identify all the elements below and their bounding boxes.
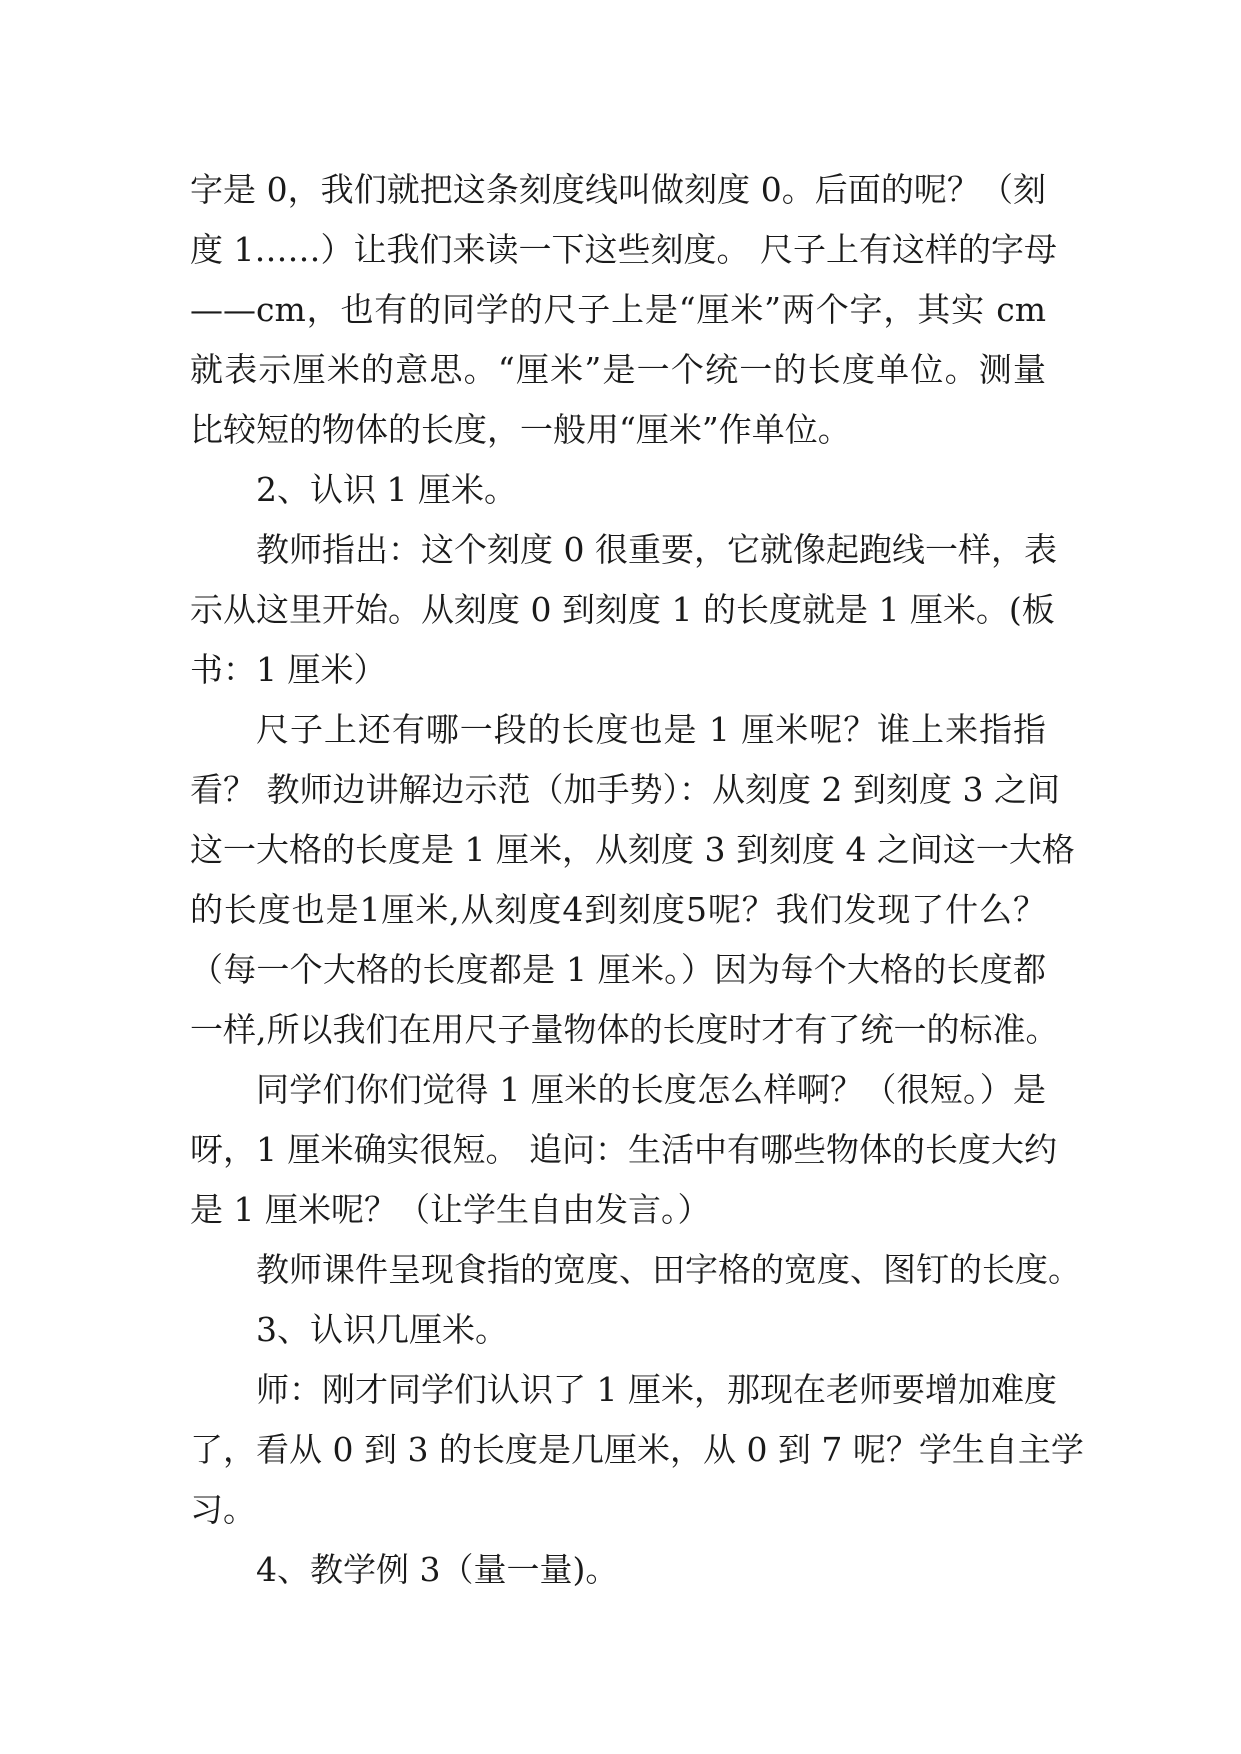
text-line: 习。 [190, 1490, 256, 1529]
text-line: 这一大格的长度是 1 厘米，从刻度 3 到刻度 4 之间这一大格 [190, 830, 1075, 869]
paragraph [190, 160, 1057, 460]
text-line: 的长度也是1厘米,从刻度4到刻度5呢？我们发现了什么？ [190, 890, 1046, 929]
text-line: 书：1 厘米） [190, 650, 387, 689]
text-line: 是 1 厘米呢？（让学生自由发言。） [190, 1190, 711, 1229]
text-line: 同学们你们觉得 1 厘米的长度怎么样啊？（很短。）是 [256, 1070, 1046, 1109]
section-heading [190, 1540, 1046, 1600]
text-line: 示从这里开始。从刻度 0 到刻度 1 的长度就是 1 厘米。(板 [190, 590, 1055, 629]
paragraph [190, 700, 1075, 1060]
text-line: 度 1……）让我们来读一下这些刻度。 尺子上有这样的字母 [190, 230, 1057, 269]
text-line: 了，看从 0 到 3 的长度是几厘米，从 0 到 7 呢？学生自主学 [190, 1430, 1084, 1469]
text-line: ——cm，也有的同学的尺子上是“厘米”两个字，其实 cm [190, 290, 1046, 329]
paragraph [190, 520, 1057, 700]
text-line: 教师指出：这个刻度 0 很重要，它就像起跑线一样，表 [256, 530, 1057, 569]
text-line: 4、教学例 3（量一量)。 [256, 1550, 619, 1589]
text-line: 呀，1 厘米确实很短。 追问：生活中有哪些物体的长度大约 [190, 1130, 1057, 1169]
document-body [190, 160, 1084, 1600]
paragraph [190, 1360, 1084, 1540]
text-line: （每一个大格的长度都是 1 厘米。）因为每个大格的长度都 [190, 950, 1046, 989]
text-line: 就表示厘米的意思。“厘米”是一个统一的长度单位。测量 [190, 350, 1046, 389]
paragraph [190, 1240, 1081, 1300]
section-heading [190, 1300, 1046, 1360]
text-line: 一样,所以我们在用尺子量物体的长度时才有了统一的标准。 [190, 1010, 1059, 1049]
text-line: 比较短的物体的长度，一般用“厘米”作单位。 [190, 410, 851, 449]
text-line: 看？ 教师边讲解边示范（加手势）：从刻度 2 到刻度 3 之间 [190, 770, 1060, 809]
text-line: 3、认识几厘米。 [256, 1310, 508, 1349]
text-line: 字是 0，我们就把这条刻度线叫做刻度 0。后面的呢？（刻 [190, 170, 1046, 209]
text-line: 尺子上还有哪一段的长度也是 1 厘米呢？谁上来指指 [256, 710, 1046, 749]
text-line: 教师课件呈现食指的宽度、田字格的宽度、图钉的长度。 [256, 1250, 1081, 1289]
text-line: 2、认识 1 厘米。 [256, 470, 517, 509]
text-line: 师：刚才同学们认识了 1 厘米，那现在老师要增加难度 [256, 1370, 1057, 1409]
section-heading [190, 460, 1046, 520]
paragraph [190, 1060, 1057, 1240]
